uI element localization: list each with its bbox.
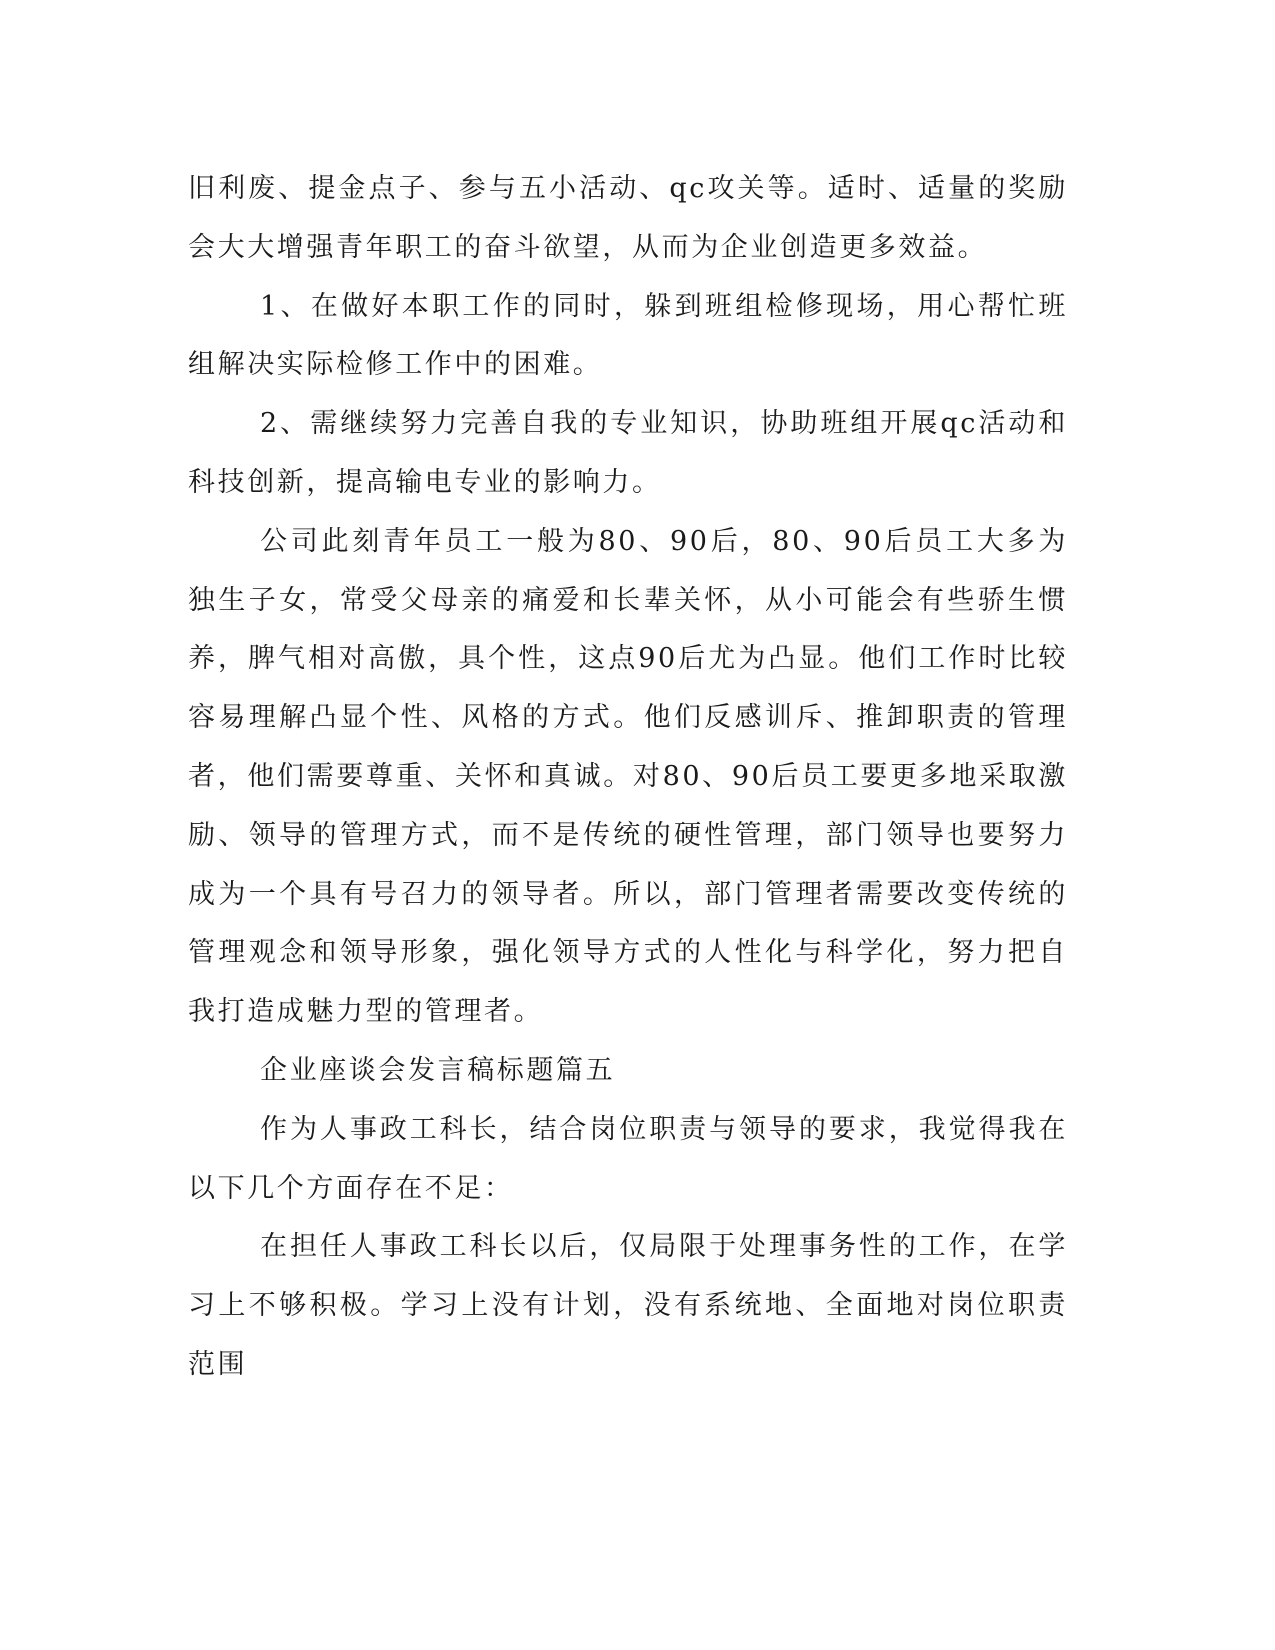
paragraph-young-employees: 公司此刻青年员工一般为80、90后，80、90后员工大多为独生子女，常受父母亲的痛爱和长辈关怀，从小可能会有些骄生惯养，脾气相对高傲，具个性，这点90后尤为凸显。他们工作时比较容易理解凸显个性、风格的方式。他们反感训斥、推卸职责的管理者，他们需要尊重、关怀和真诚。对80、90后员工要更多地采取激励、领导的管理方式，而不是传统的硬性管理，部门领导也要努力成为一个具有号召力的领导者。所以，部门管理者需要改变传统的管理观念和领导形象，强化领导方式的人性化与科学化，努力把自我打造成魅力型的管理者。 [188,525,1068,1028]
paragraph-self-review: 作为人事政工科长，结合岗位职责与领导的要求，我觉得我在以下几个方面存在不足： [188,1113,1068,1204]
paragraph-item-1: 1、在做好本职工作的同时，躲到班组检修现场，用心帮忙班组解决实际检修工作中的困难。 [188,290,1068,381]
paragraph-item-2: 2、需继续努力完善自我的专业知识，协助班组开展qc活动和科技创新，提高输电专业的影响力。 [188,408,1068,498]
section-heading: 企业座谈会发言稿标题篇五 [260,1054,616,1086]
paragraph-continuation: 旧利废、提金点子、参与五小活动、qc攻关等。适时、适量的奖励会大大增强青年职工的奋斗欲望，从而为企业创造更多效益。 [188,173,1068,263]
paragraph-study-shortcoming: 在担任人事政工科长以后，仅局限于处理事务性的工作，在学习上不够积极。学习上没有计划，没有系统地、全面地对岗位职责范围 [188,1231,1068,1380]
document-body [188,160,1068,1395]
